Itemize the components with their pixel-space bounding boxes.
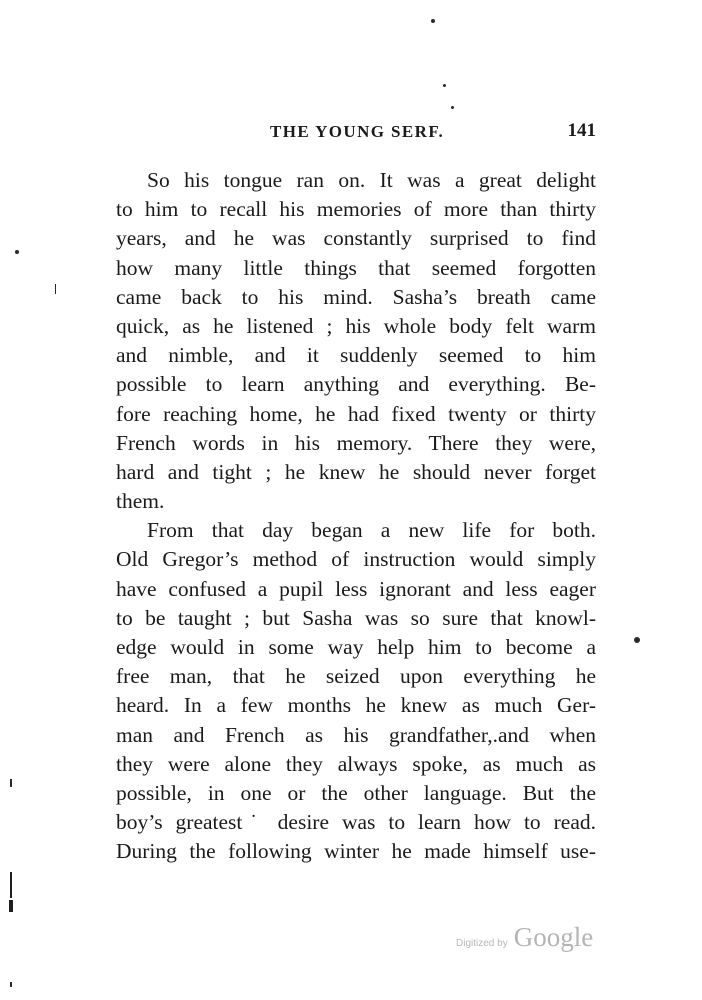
- text-line: man and French as his grandfather,.and when: [116, 722, 596, 747]
- text-line: to him to recall his memories of more than thirty: [116, 197, 596, 222]
- text-line: possible, in one or the other language. But the: [116, 780, 596, 805]
- text-line: came back to his mind. Sasha’s breath came: [116, 284, 596, 309]
- text-line: heard. In a few months he knew as much Ger-: [116, 693, 596, 718]
- watermark-prefix: Digitized by: [456, 938, 508, 949]
- scan-speck: [451, 106, 454, 109]
- text-line: to be taught ; but Sasha was so sure that knowl-: [116, 605, 596, 630]
- text-line: fore reaching home, he had fixed twenty or thirty: [116, 401, 596, 426]
- scan-speck: [431, 19, 435, 23]
- scan-speck: [634, 637, 640, 643]
- page-header: [116, 122, 596, 146]
- text-line: hard and tight ; he knew he should never forget: [116, 459, 596, 484]
- text-line: have confused a pupil less ignorant and less eager: [116, 576, 596, 601]
- scan-edge-mark: [9, 900, 13, 912]
- body-text: [116, 166, 596, 867]
- google-logo: Google: [513, 922, 594, 952]
- text-line: So his tongue ran on. It was a great delight: [147, 168, 596, 192]
- text-line: them.: [116, 489, 165, 514]
- text-line: French words in his memory. There they were,: [116, 430, 596, 455]
- text-line: years, and he was constantly surprised to find: [116, 226, 596, 251]
- scan-speck: [10, 779, 12, 787]
- text-line: possible to learn anything and everything. Be-: [116, 372, 596, 397]
- scan-speck: [15, 250, 19, 254]
- text-line: From that day began a new life for both.: [147, 518, 596, 543]
- text-line: they were alone they always spoke, as much as: [116, 751, 596, 776]
- text-line: how many little things that seemed forgotten: [116, 255, 596, 280]
- text-line: boy’s greatest˙ desire was to learn how to read.: [116, 810, 596, 835]
- running-head: THE YOUNG SERF.: [270, 122, 445, 141]
- text-line: quick, as he listened ; his whole body felt warm: [116, 313, 596, 338]
- text-line: free man, that he seized upon everything he: [116, 664, 596, 689]
- text-line: Old Gregor’s method of instruction would simply: [116, 547, 596, 572]
- scan-speck: [55, 284, 56, 294]
- scan-speck: [443, 84, 446, 87]
- scan-speck: [10, 982, 12, 987]
- page-number: 141: [567, 120, 596, 141]
- text-line: and nimble, and it suddenly seemed to him: [116, 343, 596, 368]
- scan-edge-mark: [10, 872, 12, 898]
- digitized-by-google-watermark: [456, 922, 593, 956]
- text-line: edge would in some way help him to become a: [116, 635, 596, 659]
- text-line: During the following winter he made himself use-: [116, 839, 596, 864]
